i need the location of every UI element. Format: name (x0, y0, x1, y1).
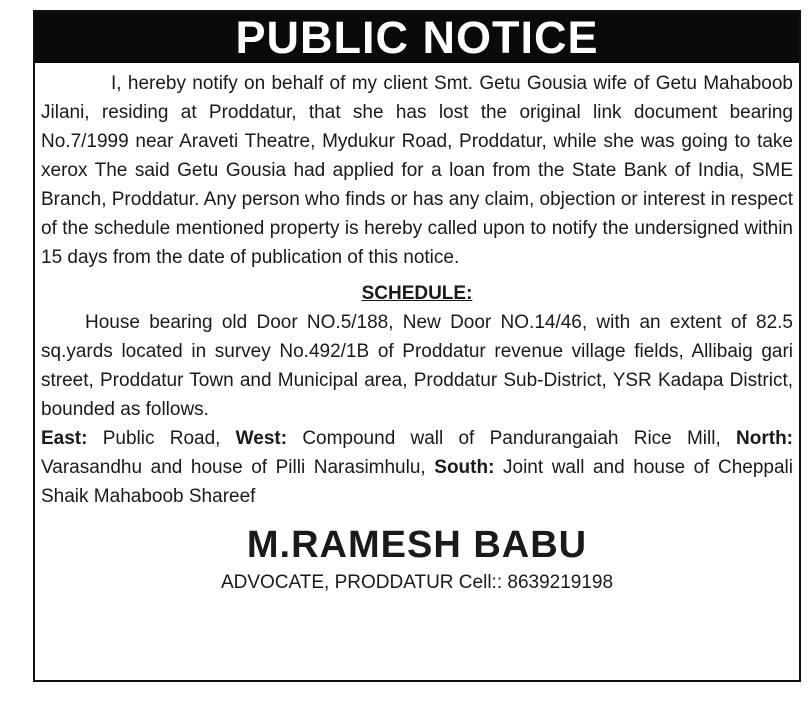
notice-title: PUBLIC NOTICE (235, 12, 599, 63)
advocate-details: ADVOCATE, PRODDATUR Cell:: 8639219198 (220, 572, 614, 593)
west-label: West: (235, 428, 288, 449)
notice-content (35, 69, 799, 595)
boundaries-paragraph (41, 424, 793, 511)
public-notice-box (33, 10, 801, 682)
schedule-heading: SCHEDULE: (361, 283, 473, 304)
north-label: North: (736, 428, 793, 449)
title-bar (35, 12, 799, 63)
south-boundary: Joint wall and house of Cheppali Shaik Mahaboob Shareef (41, 457, 794, 507)
notice-body-paragraph: I, hereby notify on behalf of my client Smt. Getu Gousia wife of Getu Mahaboob Jilani, residing at Proddatur, that she has lost the original link document bearing No.7/1999 near Araveti Theatre, Mydukur Road, Proddatur, while she was going to take xerox The said Getu Gousia had applied for a loan from the State Bank of India, SME Branch, Proddatur. Any person who finds or has any claim, objection or interest in respect of the schedule mentioned property is hereby called upon to notify the undersigned within 15 days from the date of publication of this notice. (41, 73, 793, 268)
south-label: South: (434, 457, 495, 478)
west-boundary: Compound wall of Pandurangaiah Rice Mill, (302, 428, 721, 449)
east-boundary: Public Road, (102, 428, 221, 449)
east-label: East: (41, 428, 88, 449)
advocate-name: M.RAMESH BABU (246, 524, 588, 566)
north-boundary: Varasandhu and house of Pilli Narasimhulu, (41, 457, 426, 478)
schedule-description: House bearing old Door NO.5/188, New Door NO.14/46, with an extent of 82.5 sq.yards located in survey No.492/1B of Proddatur revenue village fields, Allibaig gari street, Proddatur Town and Municipal area, Proddatur Sub-District, YSR Kadapa District, bounded as follows. (41, 312, 793, 420)
